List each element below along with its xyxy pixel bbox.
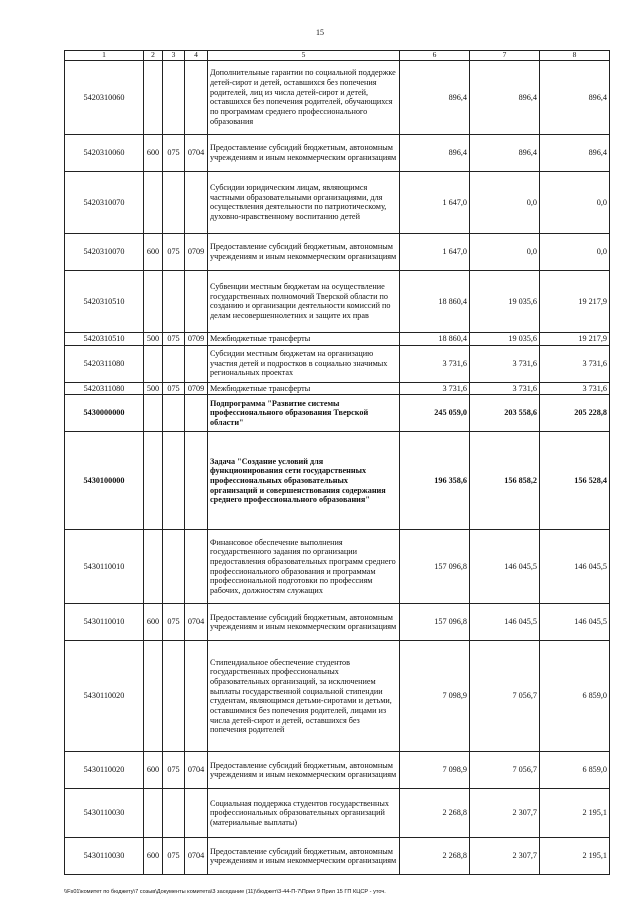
row-code: 5430100000 [65, 432, 144, 530]
amount-col8: 19 217,9 [540, 332, 610, 345]
amount-col7: 3 731,6 [470, 382, 540, 395]
section-code [185, 270, 208, 332]
amount-col6: 18 860,4 [400, 332, 470, 345]
row-code: 5420310060 [65, 60, 144, 134]
ministry-code [163, 60, 185, 134]
amount-col7: 2 307,7 [470, 789, 540, 838]
amount-col6: 1 647,0 [400, 171, 470, 233]
amount-col8: 2 195,1 [540, 838, 610, 875]
amount-col8: 6 859,0 [540, 641, 610, 752]
amount-col8: 3 731,6 [540, 382, 610, 395]
file-path-footer: \\Fs01\комитет по бюджету\7 созыв\Документы комитета\3 заседание (11)\бюджет\3-44-П-7\Прил 9 Прил 15 ГП КЦСР - уточ. [64, 889, 386, 895]
amount-col7: 896,4 [470, 134, 540, 171]
ministry-code [163, 789, 185, 838]
amount-col7: 156 858,2 [470, 432, 540, 530]
row-name: Предоставление субсидий бюджетным, автономным учреждениям и иным некоммерческим организациям [208, 752, 400, 789]
row-name: Субсидии местным бюджетам на организацию участия детей и подростков в социально значимых региональных проектах [208, 345, 400, 382]
row-code: 5430110010 [65, 604, 144, 641]
row-name: Межбюджетные трансферты [208, 382, 400, 395]
section-code: 0709 [185, 233, 208, 270]
amount-col6: 245 059,0 [400, 395, 470, 432]
section-code [185, 60, 208, 134]
table-row [65, 395, 610, 432]
section-code [185, 641, 208, 752]
amount-col8: 146 045,5 [540, 530, 610, 604]
amount-col7: 0,0 [470, 171, 540, 233]
expense-type [144, 789, 163, 838]
table-row [65, 134, 610, 171]
amount-col8: 0,0 [540, 171, 610, 233]
amount-col8: 156 528,4 [540, 432, 610, 530]
column-header: 1 [65, 51, 144, 61]
page-number: 15 [316, 28, 324, 37]
expense-type [144, 530, 163, 604]
expense-type [144, 345, 163, 382]
section-code: 0704 [185, 752, 208, 789]
expense-type: 600 [144, 233, 163, 270]
column-header: 8 [540, 51, 610, 61]
amount-col6: 157 096,8 [400, 604, 470, 641]
row-code: 5420310070 [65, 233, 144, 270]
expense-type [144, 270, 163, 332]
row-code: 5430110010 [65, 530, 144, 604]
row-code: 5420310060 [65, 134, 144, 171]
ministry-code [163, 395, 185, 432]
row-code: 5420310070 [65, 171, 144, 233]
expense-type: 500 [144, 332, 163, 345]
table-row [65, 171, 610, 233]
table-row [65, 752, 610, 789]
amount-col7: 7 056,7 [470, 752, 540, 789]
ministry-code [163, 432, 185, 530]
row-name: Предоставление субсидий бюджетным, автономным учреждениям и иным некоммерческим организациям [208, 838, 400, 875]
row-code: 5430110020 [65, 752, 144, 789]
expense-type: 500 [144, 382, 163, 395]
expense-type: 600 [144, 604, 163, 641]
column-header: 4 [185, 51, 208, 61]
amount-col8: 19 217,9 [540, 270, 610, 332]
table-row [65, 432, 610, 530]
section-code: 0704 [185, 838, 208, 875]
table-row [65, 789, 610, 838]
budget-table [64, 50, 610, 875]
section-code [185, 395, 208, 432]
amount-col6: 157 096,8 [400, 530, 470, 604]
amount-col6: 2 268,8 [400, 838, 470, 875]
amount-col8: 896,4 [540, 134, 610, 171]
ministry-code [163, 345, 185, 382]
amount-col8: 2 195,1 [540, 789, 610, 838]
amount-col6: 7 098,9 [400, 641, 470, 752]
amount-col6: 1 647,0 [400, 233, 470, 270]
amount-col8: 896,4 [540, 60, 610, 134]
expense-type: 600 [144, 838, 163, 875]
section-code [185, 789, 208, 838]
amount-col7: 7 056,7 [470, 641, 540, 752]
row-name: Дополнительные гарантии по социальной поддержке детей-сирот и детей, оставшихся без попечения родителей, лиц из числа детей-сирот и детей, оставшихся без попечения родителей, обучающихся по программам среднего профессионального образования [208, 60, 400, 134]
row-code: 5420311080 [65, 382, 144, 395]
row-code: 5430110030 [65, 838, 144, 875]
row-name: Стипендиальное обеспечение студентов государственных профессиональных образовательных организаций, за исключением выплаты государственной социальной стипендии студентам, являющимся детьми-сиротами и детьми, оставшимися без попечения родителей, лицами из числа детей-сирот и детей, оставшихся без попечения родителей [208, 641, 400, 752]
row-name: Задача "Создание условий для функционирования сети государственных профессиональных образовательных организаций и совершенствования содержания среднего профессионального образования" [208, 432, 400, 530]
table-row [65, 382, 610, 395]
section-code [185, 530, 208, 604]
section-code: 0709 [185, 332, 208, 345]
expense-type [144, 432, 163, 530]
ministry-code: 075 [163, 838, 185, 875]
column-header: 3 [163, 51, 185, 61]
table-row [65, 838, 610, 875]
amount-col7: 19 035,6 [470, 270, 540, 332]
table-header-row [65, 51, 610, 61]
row-name: Субвенции местным бюджетам на осуществление государственных полномочий Тверской области по созданию и организации деятельности комиссий по делам несовершеннолетних и защите их прав [208, 270, 400, 332]
column-header: 5 [208, 51, 400, 61]
column-header: 2 [144, 51, 163, 61]
amount-col8: 3 731,6 [540, 345, 610, 382]
amount-col7: 146 045,5 [470, 604, 540, 641]
expense-type [144, 395, 163, 432]
amount-col7: 2 307,7 [470, 838, 540, 875]
section-code [185, 345, 208, 382]
expense-type [144, 60, 163, 134]
table-row [65, 345, 610, 382]
amount-col8: 6 859,0 [540, 752, 610, 789]
ministry-code: 075 [163, 332, 185, 345]
row-name: Социальная поддержка студентов государственных профессиональных образовательных организаций (материальные выплаты) [208, 789, 400, 838]
ministry-code [163, 530, 185, 604]
amount-col6: 7 098,9 [400, 752, 470, 789]
row-name: Предоставление субсидий бюджетным, автономным учреждениям и иным некоммерческим организациям [208, 233, 400, 270]
section-code: 0709 [185, 382, 208, 395]
expense-type [144, 641, 163, 752]
row-code: 5430000000 [65, 395, 144, 432]
table-row [65, 270, 610, 332]
amount-col6: 196 358,6 [400, 432, 470, 530]
row-code: 5430110020 [65, 641, 144, 752]
amount-col6: 2 268,8 [400, 789, 470, 838]
column-header: 7 [470, 51, 540, 61]
column-header: 6 [400, 51, 470, 61]
row-code: 5420311080 [65, 345, 144, 382]
amount-col7: 146 045,5 [470, 530, 540, 604]
row-code: 5420310510 [65, 332, 144, 345]
amount-col6: 3 731,6 [400, 345, 470, 382]
section-code [185, 432, 208, 530]
amount-col8: 205 228,8 [540, 395, 610, 432]
ministry-code [163, 641, 185, 752]
section-code: 0704 [185, 134, 208, 171]
section-code [185, 171, 208, 233]
row-code: 5430110030 [65, 789, 144, 838]
amount-col8: 146 045,5 [540, 604, 610, 641]
row-name: Субсидии юридическим лицам, являющимся частными образовательными организациями, для осуществления деятельности по патриотическому, духовно-нравственному воспитанию детей [208, 171, 400, 233]
row-code: 5420310510 [65, 270, 144, 332]
amount-col7: 896,4 [470, 60, 540, 134]
table-row [65, 233, 610, 270]
amount-col6: 18 860,4 [400, 270, 470, 332]
amount-col7: 19 035,6 [470, 332, 540, 345]
table-row [65, 641, 610, 752]
ministry-code: 075 [163, 382, 185, 395]
row-name: Межбюджетные трансферты [208, 332, 400, 345]
amount-col7: 3 731,6 [470, 345, 540, 382]
ministry-code: 075 [163, 752, 185, 789]
table-row [65, 332, 610, 345]
ministry-code: 075 [163, 134, 185, 171]
amount-col7: 0,0 [470, 233, 540, 270]
ministry-code: 075 [163, 233, 185, 270]
row-name: Предоставление субсидий бюджетным, автономным учреждениям и иным некоммерческим организациям [208, 604, 400, 641]
amount-col7: 203 558,6 [470, 395, 540, 432]
row-name: Подпрограмма "Развитие системы профессионального образования Тверской области" [208, 395, 400, 432]
ministry-code [163, 171, 185, 233]
amount-col8: 0,0 [540, 233, 610, 270]
expense-type: 600 [144, 134, 163, 171]
ministry-code: 075 [163, 604, 185, 641]
table-row [65, 530, 610, 604]
amount-col6: 896,4 [400, 134, 470, 171]
table-row [65, 60, 610, 134]
table-row [65, 604, 610, 641]
row-name: Финансовое обеспечение выполнения государственного задания по организации предоставления образовательных программ среднего профессионального образования и программам профессиональной подготовки по профессиям рабочих, должностям служащих [208, 530, 400, 604]
row-name: Предоставление субсидий бюджетным, автономным учреждениям и иным некоммерческим организациям [208, 134, 400, 171]
expense-type: 600 [144, 752, 163, 789]
section-code: 0704 [185, 604, 208, 641]
ministry-code [163, 270, 185, 332]
amount-col6: 896,4 [400, 60, 470, 134]
amount-col6: 3 731,6 [400, 382, 470, 395]
expense-type [144, 171, 163, 233]
